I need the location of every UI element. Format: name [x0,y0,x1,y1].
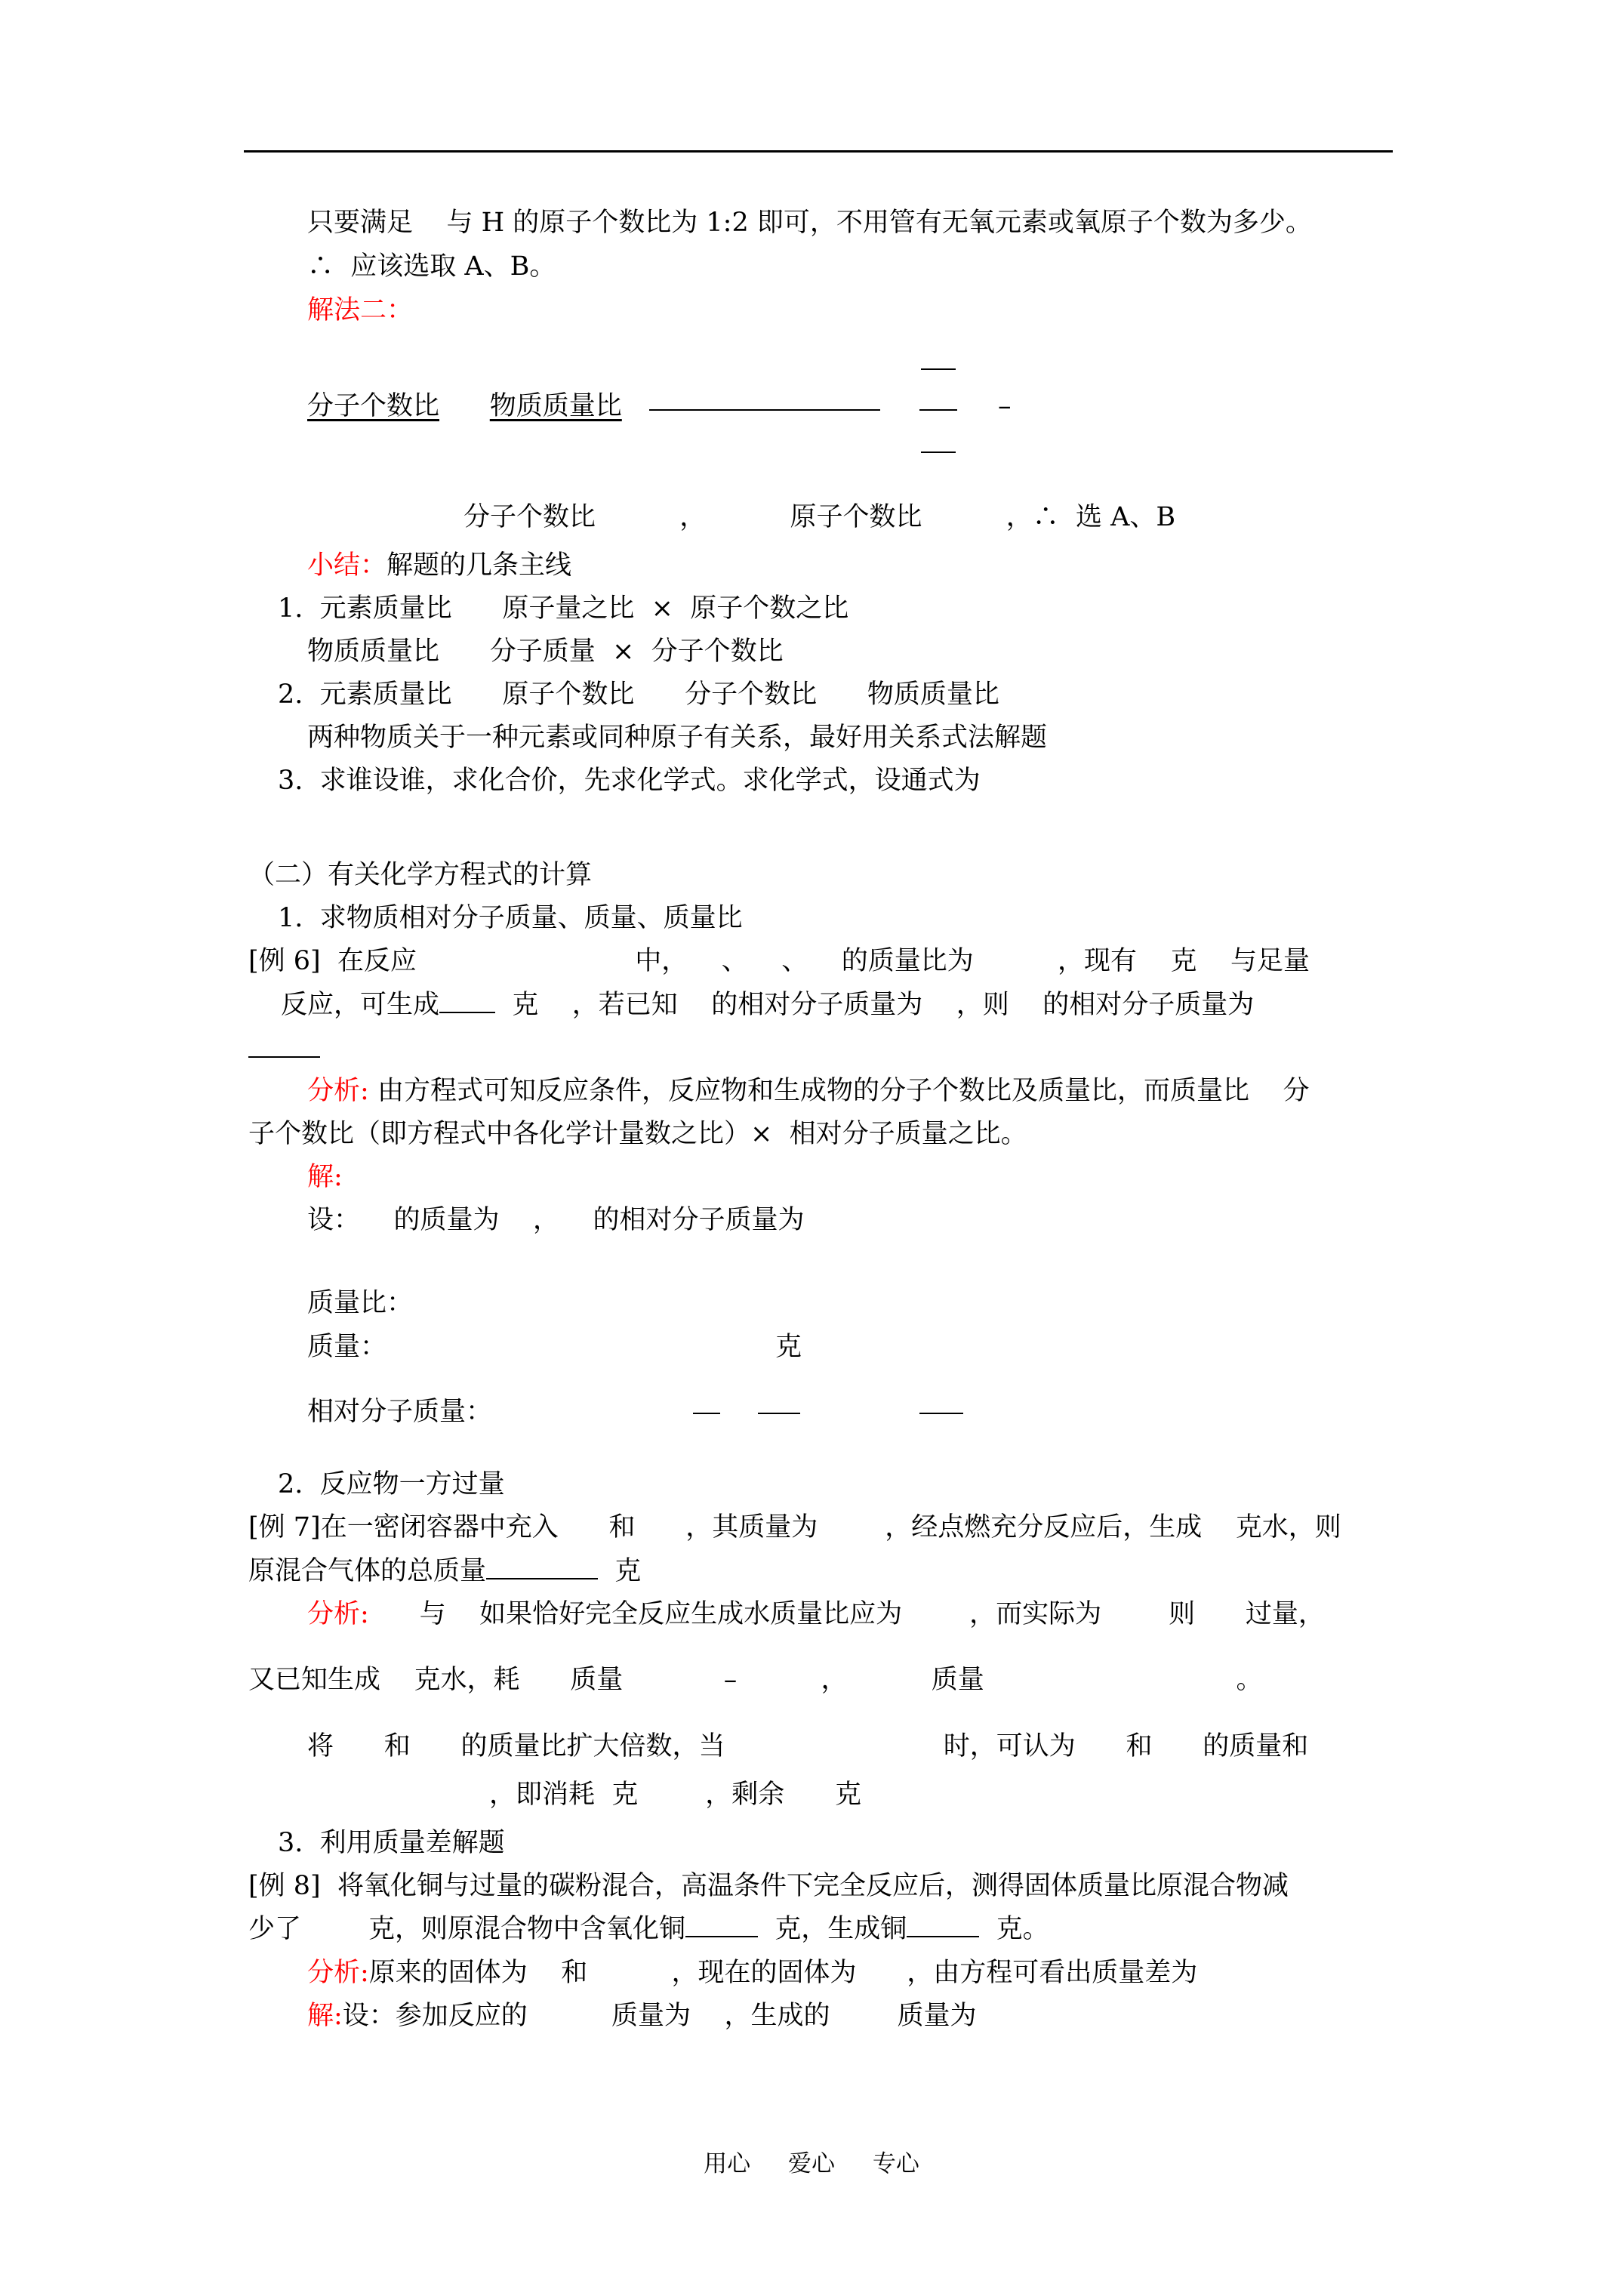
text-line: [例 7]在一密闭容器中充入 和 ，其质量为 ，经点燃充分反应后，生成 克水，则 [248,1512,1341,1542]
solution-heading: 解法二： [307,295,414,325]
text-line: 将 和 的质量比扩大倍数，当 时，可认为 和 的质量和 [307,1731,1309,1761]
text-line: 分子个数比 ， 原子个数比 ，∴ 选 A、B [463,502,1176,532]
text-line: 相对分子质量： [307,1397,493,1427]
text-line: ∴ 应该选取 A、B。 [307,251,556,282]
text-line: ，即消耗 克 ，剩余 克 [489,1780,862,1810]
solution-label: 解: [307,1162,343,1192]
text-line: 两种物质关于一种元素或同种原子有关系，最好用关系式法解题 [307,723,1048,753]
text-line: 物质质量比 分子质量 × 分子个数比 [307,636,784,667]
text-line: 子个数比（即方程式中各化学计量数之比）× 相对分子质量之比。 [248,1119,1027,1149]
text-line: 原混合气体的总质量 克 [248,1556,642,1586]
text-line: 2. 反应物一方过量 [278,1469,505,1499]
text-line: 只要满足 与 H 的原子个数比为 1:2 即可，不用管有无氧元素或氧原子个数为多少。 [307,208,1312,238]
text-line: 设： 的质量为 ， 的相对分子质量为 [307,1205,805,1235]
text-line: 3. 求谁设谁，求化合价，先求化学式。求化学式，设通式为 [278,766,981,796]
fraction-bar [758,1413,800,1414]
text-line: 反应，可生成 克 ，若已知 的相对分子质量为 ，则 的相对分子质量为 [281,990,1255,1020]
text-line: 分子个数比 物质质量比 [307,391,622,421]
section-heading: （二）有关化学方程式的计算 [248,860,593,890]
text-line: 克 [775,1332,802,1362]
text-line: 分析: 由方程式可知反应条件，反应物和生成物的分子个数比及质量比，而质量比 分 [307,1076,1310,1106]
header-rule [244,150,1393,153]
fraction-bar [693,1413,720,1414]
text-line: 3. 利用质量差解题 [278,1828,505,1858]
text-line: 解:设：参加反应的 质量为 ，生成的 质量为 [307,2001,977,2031]
text-line: [例 8] 将氧化铜与过量的碳粉混合，高温条件下完全反应后，测得固体质量比原混合物减 [248,1871,1289,1901]
text-line: 少了 克，则原混合物中含氧化铜 克，生成铜 克。 [248,1914,1049,1944]
fraction-bar [919,409,957,411]
text-line: 又已知生成 克水，耗 质量 – ， 质量 。 [248,1665,1263,1695]
relation-arrow-line [649,409,880,411]
text-line: 分析:原来的固体为 和 ，现在的固体为 ，由方程可看出质量差为 [307,1958,1198,1988]
text-line: 1. 求物质相对分子质量、质量、质量比 [278,903,743,933]
fraction-bar [921,451,956,453]
text-line: – [998,391,1012,421]
page-footer: 用心 爱心 专心 [704,2150,919,2177]
text-line: 1. 元素质量比 原子量之比 × 原子个数之比 [278,593,849,624]
text-line: 小结：解题的几条主线 [307,550,572,581]
text-line: 质量比： [307,1288,414,1318]
fraction-bar [919,1413,963,1414]
text-line: 分析: 与 如果恰好完全反应生成水质量比应为 ，而实际为 则 过量， [307,1599,1325,1629]
fraction-bar [921,368,956,370]
text-line: [例 6] 在反应 中， 、 、 的质量比为 ，现有 克 与足量 [248,946,1310,976]
answer-blank [248,1056,320,1058]
text-line: 2. 元素质量比 原子个数比 分子个数比 物质质量比 [278,680,999,710]
text-line: 质量： [307,1332,387,1362]
